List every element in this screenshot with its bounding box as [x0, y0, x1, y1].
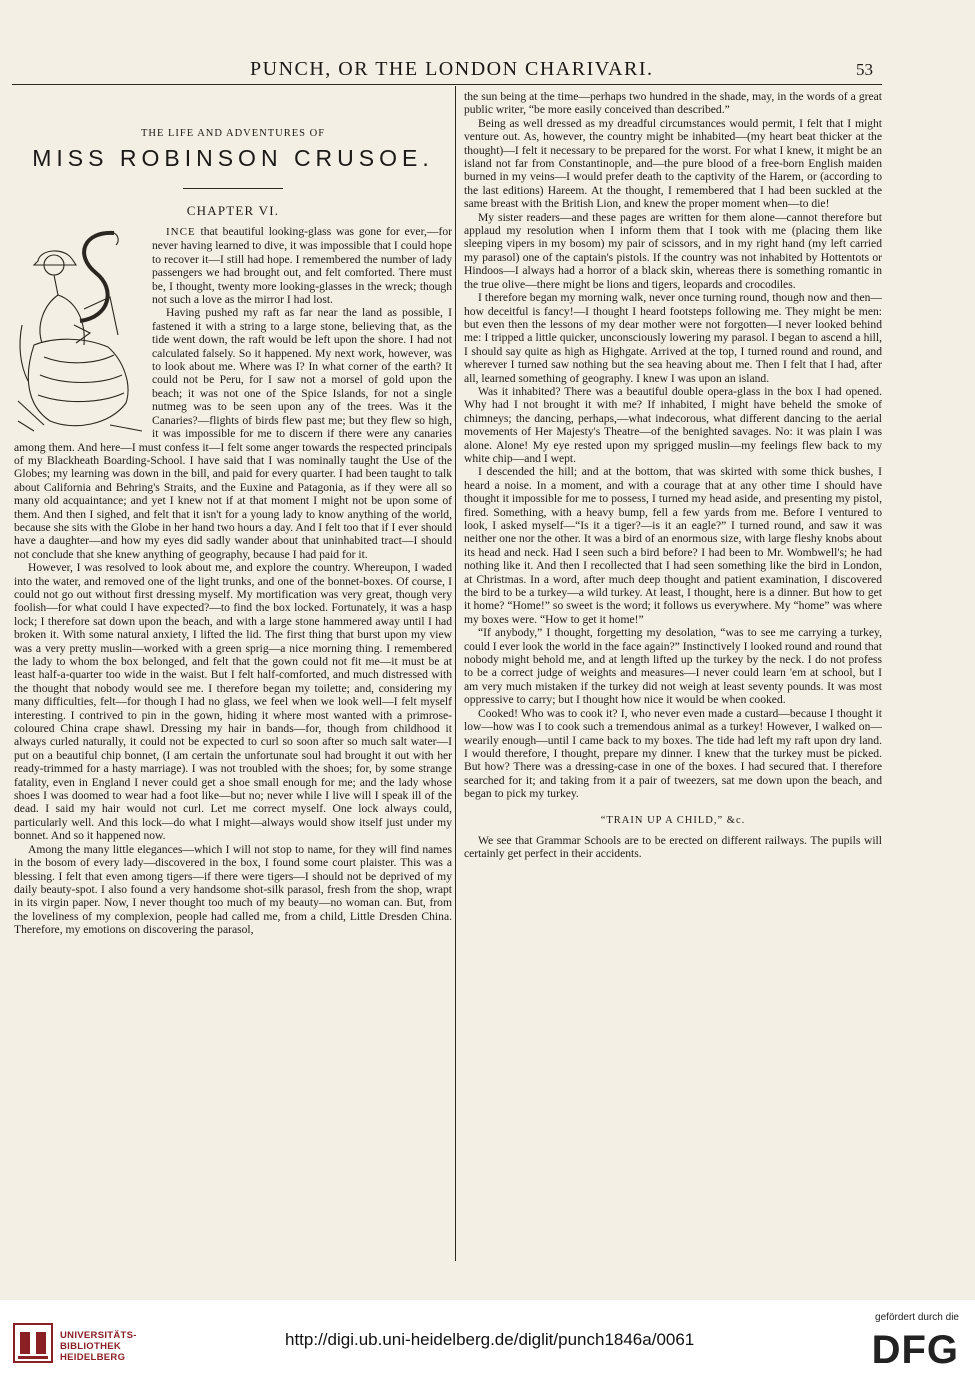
paragraph-12: Cooked! Who was to cook it? I, who never even made a custard—because I thought it low—how was I to cook such a tremendous animal as a turkey! However, I walked on—wearily enough—until I came back to my boxes. The tide had left my raft upon dry land. I would therefore, I thought, prepare my dinner. I knew that the turkey must be picked. But how? There was a dressing-case in one of the boxes. I had secured that. I therefore searched for it; and taking from it a pair of tweezers, sat me down upon the beach, and began to pick my turkey.: [464, 706, 882, 801]
university-library-logo-icon: [12, 1322, 54, 1364]
chapter-heading: CHAPTER VI.: [186, 203, 280, 218]
right-column: [464, 90, 882, 1262]
masthead-title: PUNCH, OR THE LONDON CHARIVARI.: [250, 58, 654, 80]
column-divider: [455, 86, 456, 1261]
paragraph-8: I therefore began my morning walk, never once turning round, though now and then—how deceitful is fancy!—I thought I heard footsteps following me. They might be men: but even then the lessons of my dear mother were not forgotten—I never looked behind me: I tripped a little quicker, unconsciously lowering my parasol. I began to ascend a hill, I should say quite as high as Highgate. Arrived at the top, I turned round and round, and wherever I turned saw nothing but the sea heaving about me. Then I felt that I had, after all, learned something of geography. I knew I was upon an island.: [464, 291, 882, 385]
header-rule: [12, 84, 882, 85]
page-header: [0, 56, 975, 82]
drop-cap-word: INCE: [166, 226, 196, 238]
paragraph-3: However, I was resolved to look about me, and explore the country. Whereupon, I waded into the water, and removed one of the light trunks, and one of the bonnet-boxes. Of course, I could not go out without first dressing myself. My mortification was very great, though very foolish—for what could I have expected?—to find the box locked. Fortunately, it was a hasp lock; I therefore sat down upon the beach, and with a large stone hammered away until I had broken it. With some natural anxiety, I lifted the lid. The first thing that burst upon my view was a very pretty muslin—worked with a green sprig—a nice morning thing. I remembered the lady to whom the box belonged, and felt that the gown could not fit me—it must be at least half-a-quarter too wide in the waist. But I felt half-comforted, and much distressed with the thought that nobody would see me. I therefore began my toilette; and, considering my many difficulties, felt—for though I had no glass, we feel when we look well—I felt myself interesting. I contrived to pin in the gown, hiding it where most wanted with a primrose-coloured China crape shawl. Dressing my hair in bands—for, though from childhood it always curled naturally, it could not be expected to curl so soon after so much salt water—I put on a beautiful chip bonnet, (I am certain the unfortunate soul had brought it out with her ready-trimmed for a hasty marriage). I was not troubled with the shoes; for, by some strange fatality, even in England I never could get a shoe small enough for me; and the lady whose shoes I was doomed to wear had a foot like—but no; never while I live will I speak ill of the dead. I said my hair would not curl. Let me correct myself. One lock always could, particularly well. And this lock—do what I might—always would show itself just under my bonnet. And so it happened now.: [14, 561, 452, 843]
paragraph-1-text: that beautiful looking-glass was gone for ever,—for never having learned to dive, it was impossible that I could hope to recover it—I still had hope. I remembered the number of lady passengers we had brought out, and felt comforted. There must be, I thought, twenty more looking-glasses in the wreck; though not such a love as the mirror I had lost.: [152, 225, 452, 307]
paragraph-6: Being as well dressed as my dreadful circumstances would permit, I felt that I might venture out. As, however, the country might be inhabited—(my heart beat thicker at the thought)—I felt it necessary to be prepared for the worst. For what I knew, it might be an island not far from Constantinople, and—the pure blood of a free-born English maiden burned in my veins—I would prefer death to the captivity of the Harem, or (according to the last editions) Hareem. At the thought, I remembered that I had been suckled at the same breast with the British Lion, and knew the proper moment when—to die!: [464, 116, 882, 211]
paragraph-4: Among the many little elegances—which I will not stop to name, for they will find names in the bosom of every lady—discovered in the box, I found some court plaister. This was a blessing. I felt that even among tigers—if there were tigers—I should not be deprived of my daily beauty-spot. I also found a very handsome shot-silk parasol, fresh from the shop, wrapt in its virgin paper. Now, I never thought too much of my beauty—no woman can. But, from the loveliness of my complexion, people had called me, from a child, Little Dresden China. Therefore, my emotions on discovering the parasol,: [14, 842, 452, 937]
permalink-url[interactable]: http://digi.ub.uni-heidelberg.de/diglit/punch1846a/0061: [285, 1330, 695, 1349]
library-name: [60, 1330, 137, 1363]
library-name-line-1: UNIVERSITÄTS-: [60, 1330, 137, 1341]
drop-cap-illustration: [14, 225, 146, 433]
funder-caption: gefördert durch die: [875, 1312, 959, 1323]
article-kicker: THE LIFE AND ADVENTURES OF: [140, 128, 326, 139]
section-heading: “TRAIN UP A CHILD,” &c.: [600, 814, 746, 826]
paragraph-10: I descended the hill; and at the bottom, that was skirted with some thick bushes, I heard a noise. In a moment, and with a courage that at any other time I should have thought it impossible for me to possess, I turned my head aside, and presenting my pistol, fired. Something, with a heavy bump, fell a few yards from me. Before I ventured to look, I asked myself—“Is it a tiger?—is it an eagle?” I turned round, and saw it was neither one nor the other. It was a bird of an enormous size, with large fleshy knobs about its head and neck. Had I seen such a bird before? I had been to Mr. Wombwell's; he had nothing like it. And then I recollected that I had seen something like the bird in London, at Christmas. In a word, after much deep thought and patient examination, I discovered the bird to be a turkey—a wild turkey. At least, I thought, here is a dinner. But how to get it home? “Home!” so sweet is the word; it follows us everywhere. My “home” was where my boxes were. “How to get it home!”: [464, 465, 882, 626]
title-rule: [183, 188, 283, 189]
dfg-logo: DFG: [871, 1328, 959, 1372]
paragraph-2: Having pushed my raft as far near the land as possible, I fastened it with a string to a large stone, believing that, as the tide went down, the raft would be left upon the shore. I had not calculated falsely. So it happened. My next work, however, was to look about me. Where was I? In what corner of the earth? It could not be Peru, for I saw not a morsel of gold upon the beach; it was not one of the Spice Islands, for not a single nutmeg was to be seen upon any of the trees. Was it the Canaries?—flights of birds flew past me; but they flew so high, it was impossible for me to discern if there were any canaries among them. And here—I must confess it—I felt some anger towards the respected principals of my Blackheath Boarding-School. I have said that I was nominally taught the Use of the Globes; my learning was down in the bill, and paid for every quarter. I had been taught to talk about California and Behring's Straits, and the Euxine and Patagonia, as if they were all so many old acquaintance; and yet I knew not if at that moment I might not be upon some of them. And then I sighed, and felt that it isn't for a young lady to know anything of the world, because she sits with the Globe in her hand two hours a day. And I felt too that if I ever should have a daughter—and how my eyes did sadly wander about that uninhabited tract—I should not conclude that she knew anything of geography, because I had paid for it.: [14, 306, 452, 561]
viewer-footer: [0, 1300, 975, 1384]
article-title: MISS ROBINSON CRUSOE.: [32, 145, 434, 171]
section-paragraph: We see that Grammar Schools are to be erected on different railways. The pupils will certainly get perfect in their accidents.: [464, 833, 882, 860]
paragraph-7: My sister readers—and these pages are written for them alone—cannot therefore but applaud my resolution when I inform them that I took with me (placing them like sleeping vipers in my bosom) my pair of scissors, and in my right hand (my left carried my parasol) one of the captain's pistols. If the country was not inhabited by Hottentots or Hindoos—I always had a horror of a black skin, whereas there is something romantic in the true olive—there might be lions and tigers, leopards and crocodiles.: [464, 210, 882, 291]
paragraph-11: “If anybody,” I thought, forgetting my desolation, “was to see me carrying a turkey, could I ever look the world in the face again?” Instinctively I looked round and round that nobody might behold me, and at length lifted up the turkey by the neck. I do not profess to be a correct judge of weights and measures—I never could learn 'em at school, but I am very much mistaken if the turkey did not weigh at least seventy pounds. It was most oppressive to carry; but I thought how nice it would be when cooked.: [464, 626, 882, 707]
paragraph-9: Was it inhabited? There was a beautiful double opera-glass in the box I had opened. Why had I not brought it with me? If inhabited, I might have beheld the smoke of chimneys; the dancing, perhaps,—what indecorous, what different dancing to the aerial movements of Her Majesty's Theatre—of the benighted savages. No: it was plain I was alone. Alone! My eye rested upon my sprigged muslin—my feelings flew back to my white chip—and I wept.: [464, 384, 882, 465]
page-number: 53: [856, 60, 873, 79]
left-column: [14, 90, 452, 1262]
library-name-line-3: HEIDELBERG: [60, 1352, 126, 1363]
library-name-line-2: BIBLIOTHEK: [60, 1341, 122, 1352]
paragraph-5: the sun being at the time—perhaps two hundred in the shade, may, in the words of a great public writer, “be more easily conceived than described.”: [464, 90, 882, 117]
